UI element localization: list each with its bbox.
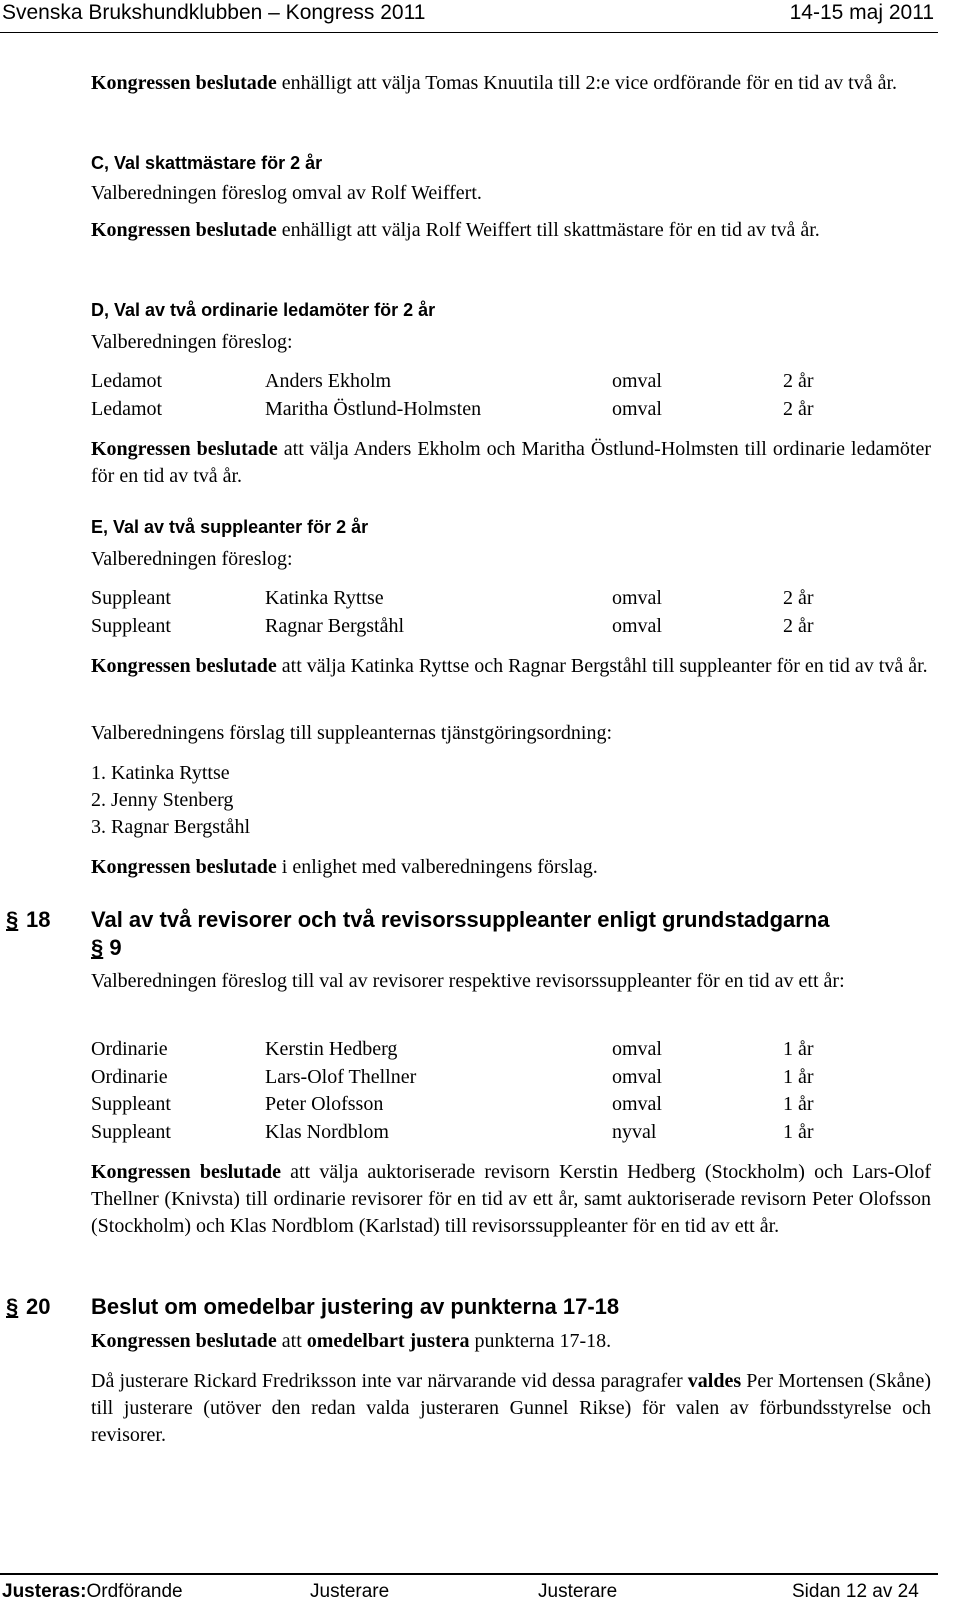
- term-cell: 2 år: [783, 615, 814, 637]
- term-cell: 2 år: [783, 587, 814, 609]
- type-cell: omval: [612, 615, 662, 637]
- role-cell: Suppleant: [91, 1093, 171, 1115]
- order-item: 2. Jenny Stenberg: [91, 789, 234, 811]
- decision-text: i enlighet med valberedningens förslag.: [276, 856, 598, 878]
- note-text: Per Mortensen (Skåne) till justerare (utöver den redan valda justeraren Gunnel Rikse) för valen av förbundsstyrelse och revisorer.: [91, 1370, 931, 1446]
- justerare-label: Justerare: [310, 1581, 390, 1602]
- s18-table-row: [91, 1091, 931, 1118]
- decision-text: att välja Katinka Ryttse och Ragnar Bergståhl till suppleanter för en tid av två år.: [276, 655, 928, 677]
- s20-note: [91, 1368, 931, 1449]
- header-title: Svenska Brukshundklubben – Kongress 2011: [2, 1, 426, 24]
- role-cell: Suppleant: [91, 587, 171, 609]
- page-header: [0, 0, 960, 28]
- e-table-row: [91, 585, 931, 612]
- decision-label: Kongressen beslutade: [91, 219, 277, 241]
- header-date: 14-15 maj 2011: [789, 1, 934, 24]
- type-cell: omval: [612, 370, 662, 392]
- c-intro-paragraph: [91, 70, 931, 97]
- type-cell: omval: [612, 1038, 662, 1060]
- role-cell: Suppleant: [91, 1121, 171, 1143]
- name-cell: Katinka Ryttse: [265, 587, 384, 609]
- c-decision: [91, 217, 931, 244]
- decision-text: att välja Anders Ekholm och Maritha Östlund-Holmsten till ordinarie ledamöter för en tid av två år.: [91, 438, 932, 487]
- paragraph-sign: §: [6, 907, 19, 932]
- paragraph-sign: §: [6, 1294, 19, 1319]
- type-cell: omval: [612, 1066, 662, 1088]
- role-cell: Ordinarie: [91, 1066, 168, 1088]
- name-cell: Klas Nordblom: [265, 1121, 389, 1143]
- note-emphasis: valdes: [687, 1370, 742, 1392]
- section-title: Beslut om omedelbar justering av punkterna 17-18: [91, 1294, 620, 1319]
- justeras-label: Justeras:: [2, 1581, 87, 1602]
- name-cell: Kerstin Hedberg: [265, 1038, 398, 1060]
- statute-number: 9: [103, 935, 122, 960]
- header-rule: [0, 32, 938, 33]
- name-cell: Ragnar Bergståhl: [265, 615, 405, 637]
- name-cell: Peter Olofsson: [265, 1093, 384, 1115]
- term-cell: 2 år: [783, 398, 814, 420]
- page-footer: [0, 1577, 960, 1607]
- d-table-row: [91, 368, 931, 395]
- s18-proposal: Valberedningen föreslog till val av revisorer respektive revisorssuppleanter för en tid av ett år:: [91, 970, 845, 992]
- decision-label: Kongressen beslutade: [91, 72, 277, 94]
- term-cell: 1 år: [783, 1121, 814, 1143]
- decision-text: att: [276, 1330, 307, 1352]
- c-proposal: Valberedningen föreslog omval av Rolf Weiffert.: [91, 182, 482, 204]
- d-decision: [91, 436, 931, 490]
- c-heading: C, Val skattmästare för 2 år: [91, 153, 323, 173]
- s18-table-row: [91, 1036, 931, 1063]
- decision-label: Kongressen beslutade: [91, 438, 278, 460]
- decision-label: Kongressen beslutade: [91, 856, 277, 878]
- ordforande-label: Ordförande: [86, 1581, 183, 1602]
- decision-emphasis: omedelbart justera: [306, 1330, 470, 1352]
- type-cell: nyval: [612, 1121, 657, 1143]
- justerare-label: Justerare: [538, 1581, 618, 1602]
- decision-label: Kongressen beslutade: [91, 1161, 281, 1183]
- decision-text: att välja auktoriserade revisorn Kerstin Hedberg (Stockholm) och Lars-Olof Thellner (Knivsta) till ordinarie revisorer för en tid av ett år, samt auktoriserade revisorn Peter Olofsson (Stockholm) och Klas Nordblom (Karlstad) till revisorssuppleanter för en tid av ett år.: [91, 1161, 931, 1237]
- s18-decision: [91, 1159, 931, 1240]
- e-table-row: [91, 613, 931, 640]
- decision-label: Kongressen beslutade: [91, 1330, 277, 1352]
- type-cell: omval: [612, 587, 662, 609]
- role-cell: Ordinarie: [91, 1038, 168, 1060]
- section-title-text: Val av två revisorer och två revisorssuppleanter enligt grundstadgarna: [91, 907, 830, 932]
- name-cell: Lars-Olof Thellner: [265, 1066, 417, 1088]
- e-order-intro: Valberedningens förslag till suppleanternas tjänstgöringsordning:: [91, 722, 613, 744]
- decision-text: enhälligt att välja Tomas Knuutila till 2:e vice ordförande för en tid av två år.: [276, 72, 898, 94]
- section-number: 20: [26, 1294, 51, 1319]
- role-cell: Ledamot: [91, 398, 163, 420]
- role-cell: Suppleant: [91, 615, 171, 637]
- name-cell: Anders Ekholm: [265, 370, 392, 392]
- page-number: Sidan 12 av 24: [792, 1581, 919, 1602]
- decision-text: punkterna 17-18.: [469, 1330, 612, 1352]
- d-table-row: [91, 396, 931, 423]
- paragraph-sign: §: [91, 935, 104, 960]
- s20-decision: [91, 1328, 931, 1355]
- e-proposal: Valberedningen föreslog:: [91, 548, 293, 570]
- decision-label: Kongressen beslutade: [91, 655, 277, 677]
- term-cell: 1 år: [783, 1038, 814, 1060]
- s18-table-row: [91, 1064, 931, 1091]
- section-title: [91, 906, 941, 962]
- type-cell: omval: [612, 398, 662, 420]
- type-cell: omval: [612, 1093, 662, 1115]
- decision-text: enhälligt att välja Rolf Weiffert till skattmästare för en tid av två år.: [276, 219, 820, 241]
- footer-rule: [0, 1573, 938, 1575]
- name-cell: Maritha Östlund-Holmsten: [265, 398, 482, 420]
- role-cell: Ledamot: [91, 370, 163, 392]
- d-proposal: Valberedningen föreslog:: [91, 331, 293, 353]
- term-cell: 2 år: [783, 370, 814, 392]
- term-cell: 1 år: [783, 1093, 814, 1115]
- d-heading: D, Val av två ordinarie ledamöter för 2 år: [91, 300, 436, 320]
- e-decision: [91, 653, 931, 680]
- s18-table-row: [91, 1119, 931, 1146]
- term-cell: 1 år: [783, 1066, 814, 1088]
- order-item: 1. Katinka Ryttse: [91, 762, 230, 784]
- note-text: Då justerare Rickard Fredriksson inte var närvarande vid dessa paragrafer: [91, 1370, 688, 1392]
- footer-signatures: [2, 1577, 183, 1607]
- e-final-decision: [91, 854, 931, 881]
- e-heading: E, Val av två suppleanter för 2 år: [91, 517, 369, 537]
- section-number: 18: [26, 907, 51, 932]
- order-item: 3. Ragnar Bergståhl: [91, 816, 251, 838]
